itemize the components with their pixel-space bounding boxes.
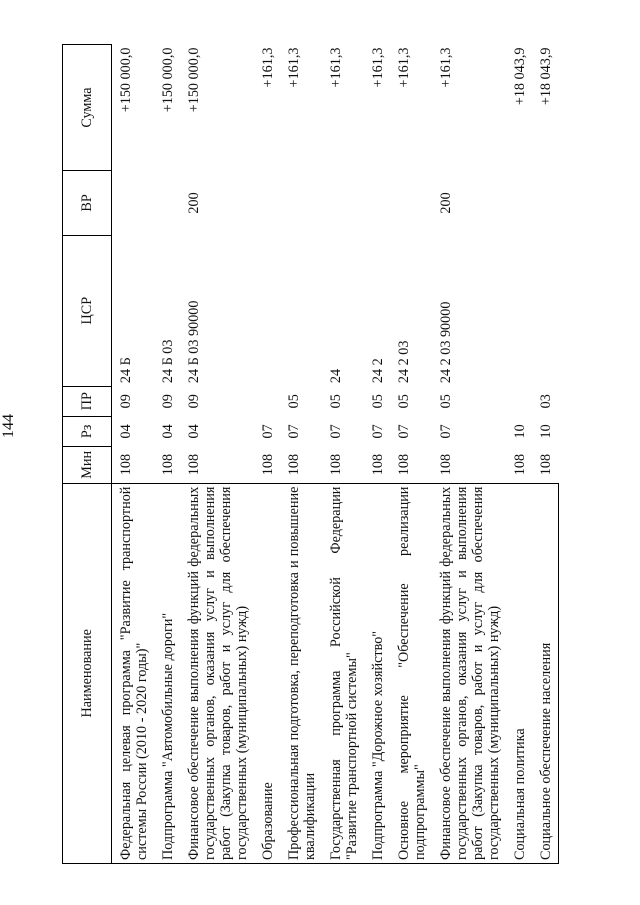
cell-min: 108 xyxy=(328,453,344,476)
cell-vr xyxy=(532,171,559,236)
cell-sum: +161,3 xyxy=(370,47,386,88)
cell-name: Подпрограмма "Дорожное хозяйство" xyxy=(364,483,390,863)
cell-pr: 05 xyxy=(286,394,302,409)
cell-sum: +18 043,9 xyxy=(512,47,528,106)
cell-sum: +161,3 xyxy=(396,47,412,88)
cell-pr: 09 xyxy=(186,394,202,409)
budget-table xyxy=(62,44,559,864)
table-row xyxy=(180,45,254,864)
cell-min: 108 xyxy=(438,453,454,476)
cell-min: 108 xyxy=(260,453,276,476)
cell-rz: 07 xyxy=(328,424,344,439)
cell-pr: 05 xyxy=(328,394,344,409)
cell-vr xyxy=(112,171,155,236)
cell-csr: 24 Б xyxy=(118,357,134,384)
cell-vr xyxy=(390,171,432,236)
table-row xyxy=(280,45,322,864)
cell-vr: 200 xyxy=(186,192,202,214)
table-row xyxy=(506,45,532,864)
header-rz: Рз xyxy=(63,416,112,446)
cell-vr xyxy=(322,171,364,236)
cell-sum: +161,3 xyxy=(328,47,344,88)
cell-rz: 07 xyxy=(438,424,454,439)
cell-rz: 10 xyxy=(538,424,554,439)
cell-pr xyxy=(254,386,280,416)
cell-min: 108 xyxy=(118,453,134,476)
cell-csr: 24 xyxy=(328,368,344,384)
header-csr: ЦСР xyxy=(63,235,112,386)
cell-name: Подпрограмма "Автомобильные дороги" xyxy=(154,483,180,863)
cell-name: Социальное обеспечение населения xyxy=(532,483,559,863)
cell-csr xyxy=(532,235,559,386)
cell-pr: 05 xyxy=(370,394,386,409)
cell-rz: 07 xyxy=(286,424,302,439)
cell-name: Социальная политика xyxy=(506,483,532,863)
table-row xyxy=(254,45,280,864)
page-number: 144 xyxy=(0,414,17,438)
cell-sum: +18 043,9 xyxy=(538,47,554,106)
table-row xyxy=(390,45,432,864)
table-row xyxy=(322,45,364,864)
cell-min: 108 xyxy=(186,453,202,476)
cell-rz: 07 xyxy=(260,424,276,439)
cell-sum: +150 000,0 xyxy=(186,47,202,113)
cell-sum: +150 000,0 xyxy=(160,47,176,113)
table-row xyxy=(112,45,155,864)
cell-name: Профессиональная подготовка, переподготовка и повышение квалификации xyxy=(280,483,322,863)
cell-pr: 05 xyxy=(396,394,412,409)
cell-vr xyxy=(364,171,390,236)
cell-rz: 04 xyxy=(160,424,176,439)
cell-vr xyxy=(154,171,180,236)
header-min: Мин xyxy=(63,446,112,483)
cell-rz: 07 xyxy=(396,424,412,439)
cell-csr: 24 2 03 90000 xyxy=(438,301,454,384)
header-sum: Сумма xyxy=(63,45,112,171)
rotated-table-container xyxy=(62,44,559,864)
cell-min: 108 xyxy=(512,453,528,476)
cell-rz: 10 xyxy=(512,424,528,439)
cell-name: Государственная программа Российской Федерации "Развитие транспортной системы" xyxy=(322,483,364,863)
cell-name: Федеральная целевая программа "Развитие транспортной системы России (2010 - 2020 годы)" xyxy=(112,483,155,863)
header-name: Наименование xyxy=(63,483,112,863)
cell-csr: 24 Б 03 xyxy=(160,339,176,384)
header-vr: ВР xyxy=(63,171,112,236)
cell-csr: 24 2 xyxy=(370,358,386,384)
cell-sum: +161,3 xyxy=(438,47,454,88)
table-row xyxy=(432,45,506,864)
cell-vr xyxy=(254,171,280,236)
cell-sum: +161,3 xyxy=(286,47,302,88)
cell-vr xyxy=(280,171,322,236)
cell-pr: 05 xyxy=(438,394,454,409)
cell-csr xyxy=(506,235,532,386)
cell-name: Основное мероприятие "Обеспечение реализации подпрограммы" xyxy=(390,483,432,863)
cell-sum: +150 000,0 xyxy=(118,47,134,113)
cell-min: 108 xyxy=(160,453,176,476)
table-row xyxy=(532,45,559,864)
cell-vr xyxy=(506,171,532,236)
cell-rz: 04 xyxy=(186,424,202,439)
header-pr: ПР xyxy=(63,386,112,416)
cell-name: Финансовое обеспечение выполнения функций федеральных государственных органов, оказания услуг и выполнения работ (Закупка товаров, работ и услуг для обеспечения государственных (муниципальных) нужд) xyxy=(432,483,506,863)
cell-csr: 24 2 03 xyxy=(396,340,412,384)
cell-min: 108 xyxy=(370,453,386,476)
cell-pr: 09 xyxy=(118,394,134,409)
cell-min: 108 xyxy=(396,453,412,476)
cell-rz: 07 xyxy=(370,424,386,439)
cell-sum: +161,3 xyxy=(260,47,276,88)
cell-min: 108 xyxy=(538,453,554,476)
cell-min: 108 xyxy=(286,453,302,476)
cell-csr: 24 Б 03 90000 xyxy=(186,300,202,384)
cell-csr xyxy=(254,235,280,386)
cell-name: Финансовое обеспечение выполнения функций федеральных государственных органов, оказания услуг и выполнения работ (Закупка товаров, работ и услуг для обеспечения государственных (муниципальных) нужд) xyxy=(180,483,254,863)
table-header-row xyxy=(63,45,112,864)
cell-csr xyxy=(280,235,322,386)
table-row xyxy=(154,45,180,864)
cell-pr xyxy=(506,386,532,416)
cell-vr: 200 xyxy=(438,192,454,214)
cell-pr: 03 xyxy=(538,394,554,409)
cell-name: Образование xyxy=(254,483,280,863)
cell-pr: 09 xyxy=(160,394,176,409)
table-row xyxy=(364,45,390,864)
cell-rz: 04 xyxy=(118,424,134,439)
